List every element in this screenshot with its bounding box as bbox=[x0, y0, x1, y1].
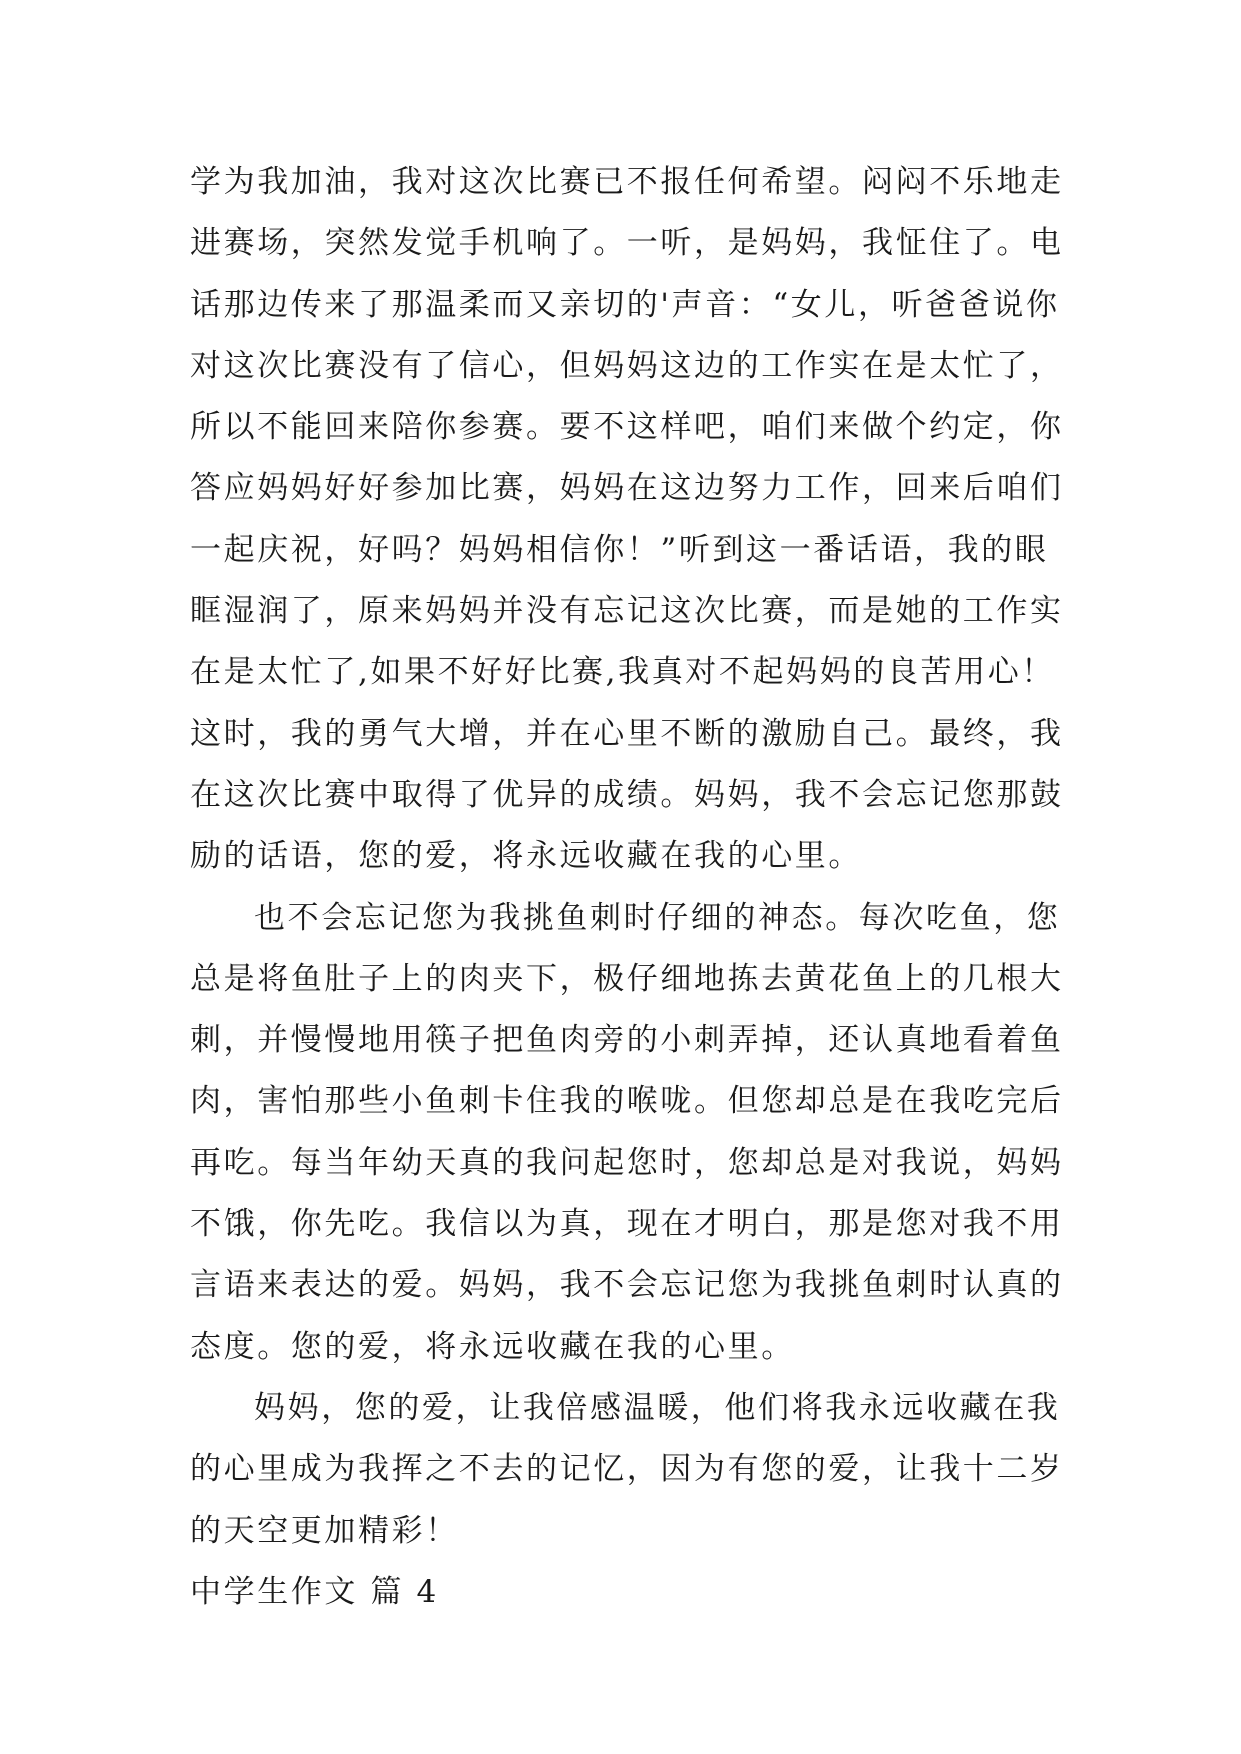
text-line: 一起庆祝，好吗？妈妈相信你！”听到这一番话语，我的眼 bbox=[190, 531, 1049, 568]
text-line: 在这次比赛中取得了优异的成绩。妈妈，我不会忘记您那鼓 bbox=[190, 776, 1064, 813]
text-line: 眶湿润了，原来妈妈并没有忘记这次比赛，而是她的工作实 bbox=[190, 593, 1064, 630]
text-line: 再吃。每当年幼天真的我问起您时，您却总是对我说，妈妈 bbox=[190, 1144, 1064, 1181]
paragraph-start-line: 妈妈，您的爱，让我倍感温暖，他们将我永远收藏在我 bbox=[254, 1389, 1061, 1426]
section-heading: 中学生作文 篇 4 bbox=[190, 1573, 439, 1610]
text-line: 学为我加油，我对这次比赛已不报任何希望。闷闷不乐地走 bbox=[190, 164, 1064, 200]
text-line: 在是太忙了,如果不好好比赛,我真对不起妈妈的良苦用心！ bbox=[190, 654, 1055, 691]
text-line: 进赛场，突然发觉手机响了。一听，是妈妈，我怔住了。电 bbox=[190, 225, 1064, 262]
paragraph-start-line: 也不会忘记您为我挑鱼刺时仔细的神态。每次吃鱼，您 bbox=[254, 899, 1061, 936]
text-line: 刺，并慢慢地用筷子把鱼肉旁的小刺弄掉，还认真地看着鱼 bbox=[190, 1022, 1064, 1059]
text-line: 的天空更加精彩！ bbox=[190, 1512, 459, 1549]
text-line: 话那边传来了那温柔而又亲切的'声音：“女儿，听爸爸说你 bbox=[190, 286, 1060, 323]
text-line: 态度。您的爱，将永远收藏在我的心里。 bbox=[190, 1328, 795, 1365]
text-line: 答应妈妈好好参加比赛，妈妈在这边努力工作，回来后咱们 bbox=[190, 470, 1064, 507]
text-line: 言语来表达的爱。妈妈，我不会忘记您为我挑鱼刺时认真的 bbox=[190, 1267, 1064, 1304]
text-line: 不饿，你先吃。我信以为真，现在才明白，那是您对我不用 bbox=[190, 1206, 1064, 1243]
text-line: 总是将鱼肚子上的肉夹下，极仔细地拣去黄花鱼上的几根大 bbox=[190, 960, 1064, 997]
text-line: 的心里成为我挥之不去的记忆，因为有您的爱，让我十二岁 bbox=[190, 1451, 1064, 1488]
text-line: 对这次比赛没有了信心，但妈妈这边的工作实在是太忙了， bbox=[190, 347, 1064, 384]
text-line: 这时，我的勇气大增，并在心里不断的激励自己。最终，我 bbox=[190, 715, 1064, 752]
text-line: 肉，害怕那些小鱼刺卡住我的喉咙。但您却总是在我吃完后 bbox=[190, 1083, 1064, 1120]
essay-body bbox=[190, 152, 1064, 1623]
text-line: 所以不能回来陪你参赛。要不这样吧，咱们来做个约定，你 bbox=[190, 409, 1064, 446]
text-line: 励的话语，您的爱，将永远收藏在我的心里。 bbox=[190, 838, 862, 875]
